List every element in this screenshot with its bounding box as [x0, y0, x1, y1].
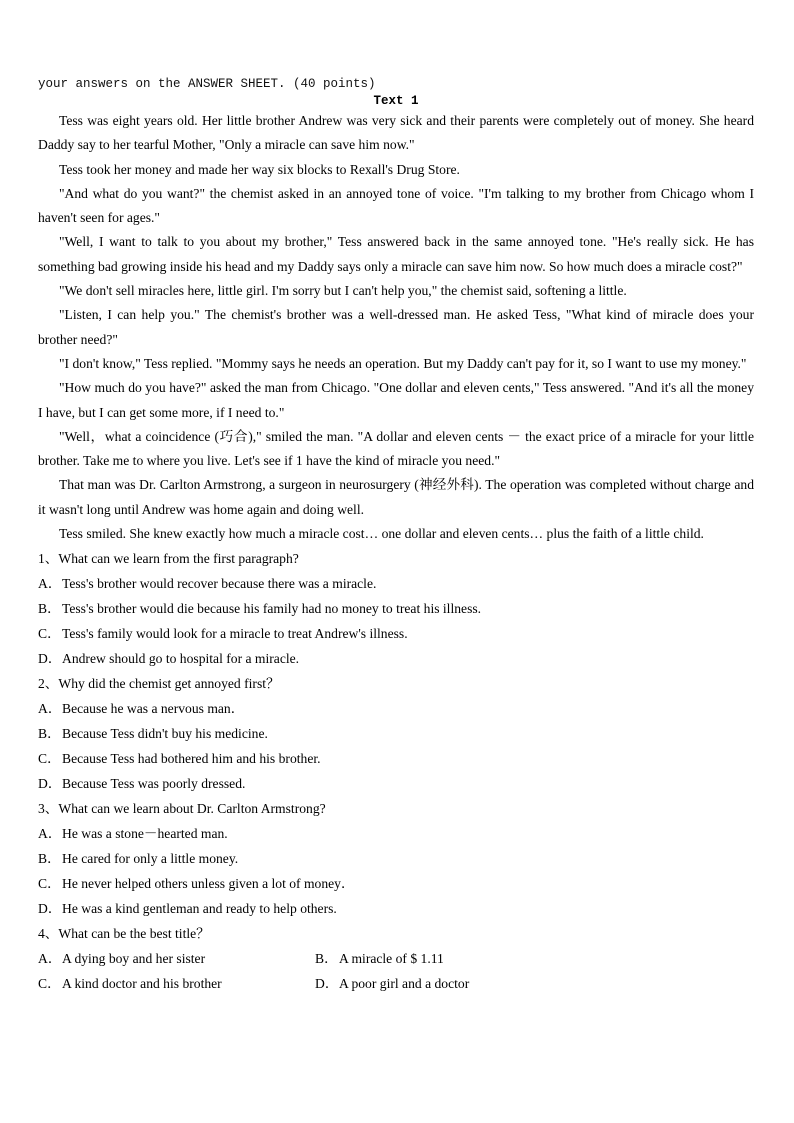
option-c: C．Because Tess had bothered him and his brother. [38, 751, 321, 767]
text-heading: Text 1 [373, 94, 419, 108]
passage-paragraph: "Well, I want to talk to you about my brother," Tess answered back in the same annoyed tone. "He's really sick. He has something bad growing inside his head and my Daddy says only a miracle can save him now. So how much does a miracle cost?" [38, 234, 754, 274]
passage-paragraph: That man was Dr. Carlton Armstrong, a surgeon in neurosurgery (神经外科). The operation was completed without charge and it wasn't long until Andrew was home again and doing well. [38, 477, 754, 517]
option-c: C．A kind doctor and his brother [38, 976, 222, 992]
question-stem: 4、What can be the best title？ [38, 926, 210, 942]
option-b: B．He cared for only a little money. [38, 851, 239, 867]
passage-paragraph: "How much do you have?" asked the man from Chicago. "One dollar and eleven cents," Tess answered. "And it's all the money I have, but I can get some more, if I need to." [38, 380, 754, 420]
document-page [38, 75, 754, 996]
option-d: D．Andrew should go to hospital for a miracle. [38, 651, 300, 667]
option-d: D．He was a kind gentleman and ready to help others. [38, 901, 337, 917]
option-d: D．A poor girl and a doctor [315, 976, 470, 992]
option-b: B．A miracle of $ 1.11 [315, 951, 444, 967]
option-c: C．Tess's family would look for a miracle to treat Andrew's illness. [38, 626, 408, 642]
passage-paragraph: Tess took her money and made her way six blocks to Rexall's Drug Store. [59, 161, 460, 177]
option-a: A．He was a stone－hearted man. [38, 826, 228, 842]
option-row [38, 946, 754, 971]
instruction-line: your answers on the ANSWER SHEET. (40 points) [38, 77, 376, 91]
question-2 [38, 671, 754, 796]
question-3 [38, 796, 754, 921]
passage-paragraph: "We don't sell miracles here, little girl. I'm sorry but I can't help you," the chemist said, softening a little. [59, 283, 627, 299]
passage-paragraph: "Listen, I can help you." The chemist's brother was a well-dressed man. He asked Tess, "What kind of miracle does your brother need?" [38, 307, 754, 347]
option-d: D．Because Tess was poorly dressed. [38, 776, 246, 792]
question-stem: 2、Why did the chemist get annoyed first？ [38, 676, 280, 692]
question-stem: 1、What can we learn from the first paragraph? [38, 551, 299, 567]
passage-paragraph: "And what do you want?" the chemist asked in an annoyed tone of voice. "I'm talking to my brother from Chicago whom I haven't seen for ages." [38, 185, 754, 226]
passage [38, 109, 754, 546]
option-a: A．A dying boy and her sister [38, 951, 206, 967]
option-row [38, 971, 754, 996]
option-a: A．Because he was a nervous man． [38, 701, 245, 717]
option-b: B．Because Tess didn't buy his medicine. [38, 726, 268, 742]
passage-paragraph: Tess smiled. She knew exactly how much a miracle cost… one dollar and eleven cents… plus the faith of a little child. [59, 526, 704, 542]
passage-paragraph: "Well，what a coincidence (巧合)," smiled the man. "A dollar and eleven cents － the exact price of a miracle for your little brother. Take me to where you live. Let's see if 1 have the kind of miracle you need." [38, 428, 754, 469]
option-b: B．Tess's brother would die because his family had no money to treat his illness. [38, 601, 482, 617]
question-1 [38, 546, 754, 671]
passage-paragraph: Tess was eight years old. Her little brother Andrew was very sick and their parents were completely out of money. She heard Daddy say to her tearful Mother, "Only a miracle can save him now." [38, 113, 754, 153]
question-4 [38, 921, 754, 996]
question-stem: 3、What can we learn about Dr. Carlton Armstrong? [38, 801, 326, 817]
passage-paragraph: "I don't know," Tess replied. "Mommy says he needs an operation. But my Daddy can't pay for it, so I want to use my money." [59, 355, 747, 371]
option-a: A．Tess's brother would recover because there was a miracle. [38, 576, 377, 592]
option-c: C．He never helped others unless given a lot of money． [38, 876, 355, 892]
